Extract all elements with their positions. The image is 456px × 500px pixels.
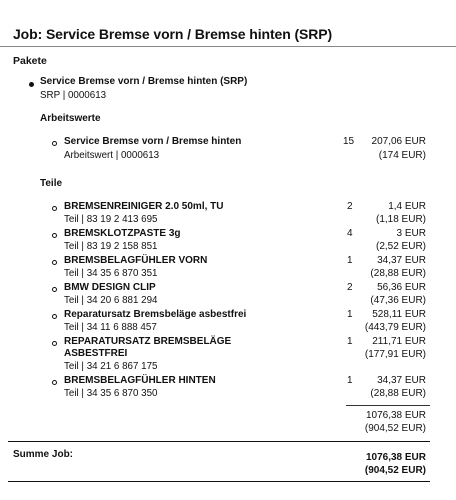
part-net: (177,91 EUR) — [364, 349, 426, 360]
part-qty: 2 — [347, 282, 353, 293]
circle-bullet-icon — [52, 260, 57, 265]
arbeitswerte-heading: Arbeitswerte — [40, 113, 101, 124]
part-price: 1,4 EUR — [388, 201, 426, 212]
part-name: BREMSBELAGFÜHLER VORN — [64, 255, 208, 266]
summe-bottom-divider — [8, 481, 430, 482]
circle-bullet-icon — [52, 314, 57, 319]
part-price: 34,37 EUR — [377, 255, 426, 266]
part-sub: Teil | 34 21 6 867 175 — [64, 361, 158, 372]
part-qty: 1 — [347, 375, 353, 386]
part-sub: Teil | 83 19 2 158 851 — [64, 241, 158, 252]
part-qty: 4 — [347, 228, 353, 239]
part-name: BREMSBELAGFÜHLER HINTEN — [64, 375, 216, 386]
bullet-icon — [29, 82, 34, 87]
part-name: BREMSENREINIGER 2.0 50ml, TU — [64, 201, 224, 212]
part-sub: Teil | 34 35 6 870 350 — [64, 388, 158, 399]
summe-divider — [8, 441, 430, 442]
part-net: (2,52 EUR) — [375, 241, 426, 252]
work-sub: Arbeitswert | 0000613 — [64, 150, 160, 161]
part-net: (28,88 EUR) — [370, 268, 426, 279]
part-net: (47,36 EUR) — [370, 295, 426, 306]
circle-bullet-icon — [52, 341, 57, 346]
part-price: 56,36 EUR — [377, 282, 426, 293]
work-name: Service Bremse vorn / Bremse hinten — [64, 136, 242, 147]
part-price: 211,71 EUR — [372, 336, 426, 347]
circle-bullet-icon — [52, 206, 57, 211]
part-sub: Teil | 34 11 6 888 457 — [64, 322, 157, 333]
teile-heading: Teile — [40, 178, 63, 189]
part-sub: Teil | 34 20 6 881 294 — [64, 295, 158, 306]
part-price: 528,11 EUR — [372, 309, 426, 320]
part-name-cont: ASBESTFREI — [64, 348, 128, 359]
package-name: Service Bremse vorn / Bremse hinten (SRP) — [40, 76, 248, 87]
circle-bullet-icon — [52, 141, 57, 146]
part-qty: 2 — [347, 201, 353, 212]
summe-net: (904,52 EUR) — [364, 465, 426, 476]
page-title: Job: Service Bremse vorn / Bremse hinten (SRP) — [13, 26, 333, 42]
circle-bullet-icon — [52, 233, 57, 238]
summe-label: Summe Job: — [13, 449, 74, 460]
part-qty: 1 — [347, 309, 353, 320]
summe-price: 1076,38 EUR — [365, 452, 426, 463]
part-net: (443,79 EUR) — [364, 322, 426, 333]
work-qty: 15 — [343, 136, 355, 147]
part-net: (1,18 EUR) — [375, 214, 426, 225]
work-price: 207,06 EUR — [371, 136, 426, 147]
part-name: Reparatursatz Bremsbeläge asbestfrei — [64, 309, 247, 320]
part-sub: Teil | 83 19 2 413 695 — [64, 214, 158, 225]
package-sub: SRP | 0000613 — [40, 90, 107, 101]
part-net: (28,88 EUR) — [370, 388, 426, 399]
subtotal-price: 1076,38 EUR — [365, 410, 426, 421]
subtotal-net: (904,52 EUR) — [364, 423, 426, 434]
part-name: REPARATURSATZ BREMSBELÄGE — [64, 336, 232, 347]
part-price: 34,37 EUR — [377, 375, 426, 386]
pakete-heading: Pakete — [13, 55, 47, 67]
part-sub: Teil | 34 35 6 870 351 — [64, 268, 158, 279]
part-qty: 1 — [347, 336, 353, 347]
part-price: 3 EUR — [396, 228, 426, 239]
part-name: BREMSKLOTZPASTE 3g — [64, 228, 181, 239]
part-qty: 1 — [347, 255, 353, 266]
title-divider — [0, 46, 456, 47]
circle-bullet-icon — [52, 380, 57, 385]
circle-bullet-icon — [52, 287, 57, 292]
work-net: (174 EUR) — [378, 150, 426, 161]
part-name: BMW DESIGN CLIP — [64, 282, 156, 293]
subtotal-divider — [346, 405, 430, 406]
